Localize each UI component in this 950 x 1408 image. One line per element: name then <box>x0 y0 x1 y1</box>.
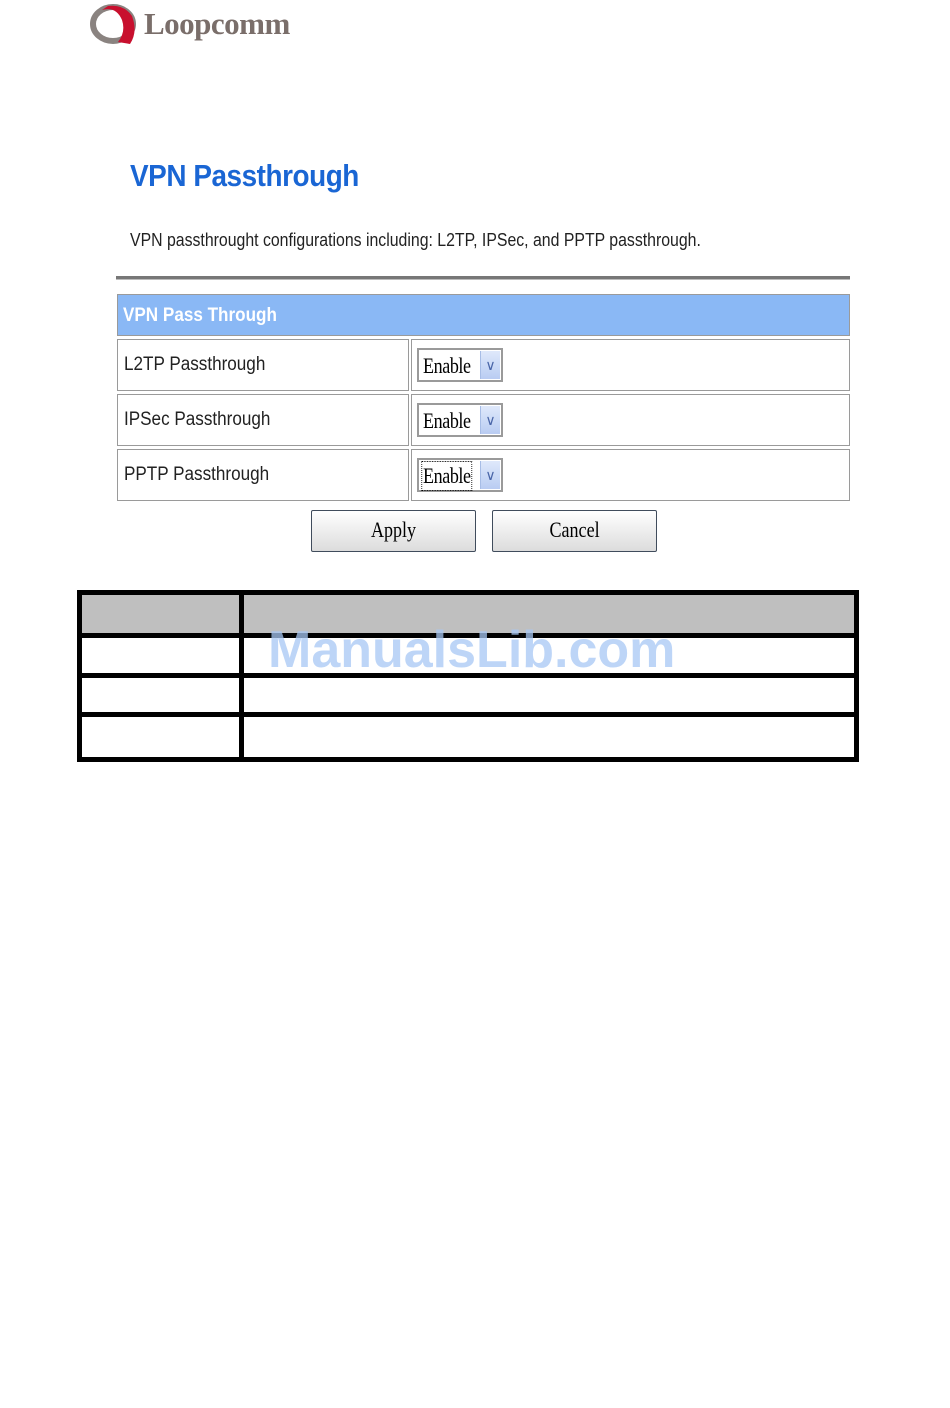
chevron-down-icon[interactable]: ∨ <box>480 351 500 379</box>
page-description: VPN passthrought configurations including: L2TP, IPSec, and PPTP passthrough. <box>130 230 701 250</box>
table-header: VPN Pass Through <box>117 294 850 336</box>
logo-text: Loopcomm <box>144 6 290 41</box>
chevron-down-icon[interactable]: ∨ <box>480 461 500 489</box>
apply-button[interactable]: Apply <box>311 510 476 552</box>
pptp-passthrough-select[interactable]: Enable ∨ <box>417 458 503 492</box>
page-title: VPN Passthrough <box>130 158 359 193</box>
chevron-down-icon[interactable]: ∨ <box>480 406 500 434</box>
table-row-pptp <box>117 449 850 501</box>
l2tp-passthrough-select[interactable]: Enable ∨ <box>417 348 503 382</box>
loopcomm-logo-icon <box>88 2 142 48</box>
brand-logo <box>88 2 328 48</box>
divider <box>116 276 850 280</box>
l2tp-label: L2TP Passthrough <box>117 339 409 391</box>
ipsec-passthrough-select[interactable]: Enable ∨ <box>417 403 503 437</box>
pptp-label: PPTP Passthrough <box>117 449 409 501</box>
vpn-passthrough-table <box>117 294 850 501</box>
table-row-l2tp <box>117 339 850 391</box>
cancel-button[interactable]: Cancel <box>492 510 657 552</box>
row-divider <box>82 712 854 717</box>
column-divider <box>239 595 244 757</box>
watermark: ManualsLib.com <box>268 621 676 679</box>
ipsec-label: IPSec Passthrough <box>117 394 409 446</box>
table-row-ipsec <box>117 394 850 446</box>
